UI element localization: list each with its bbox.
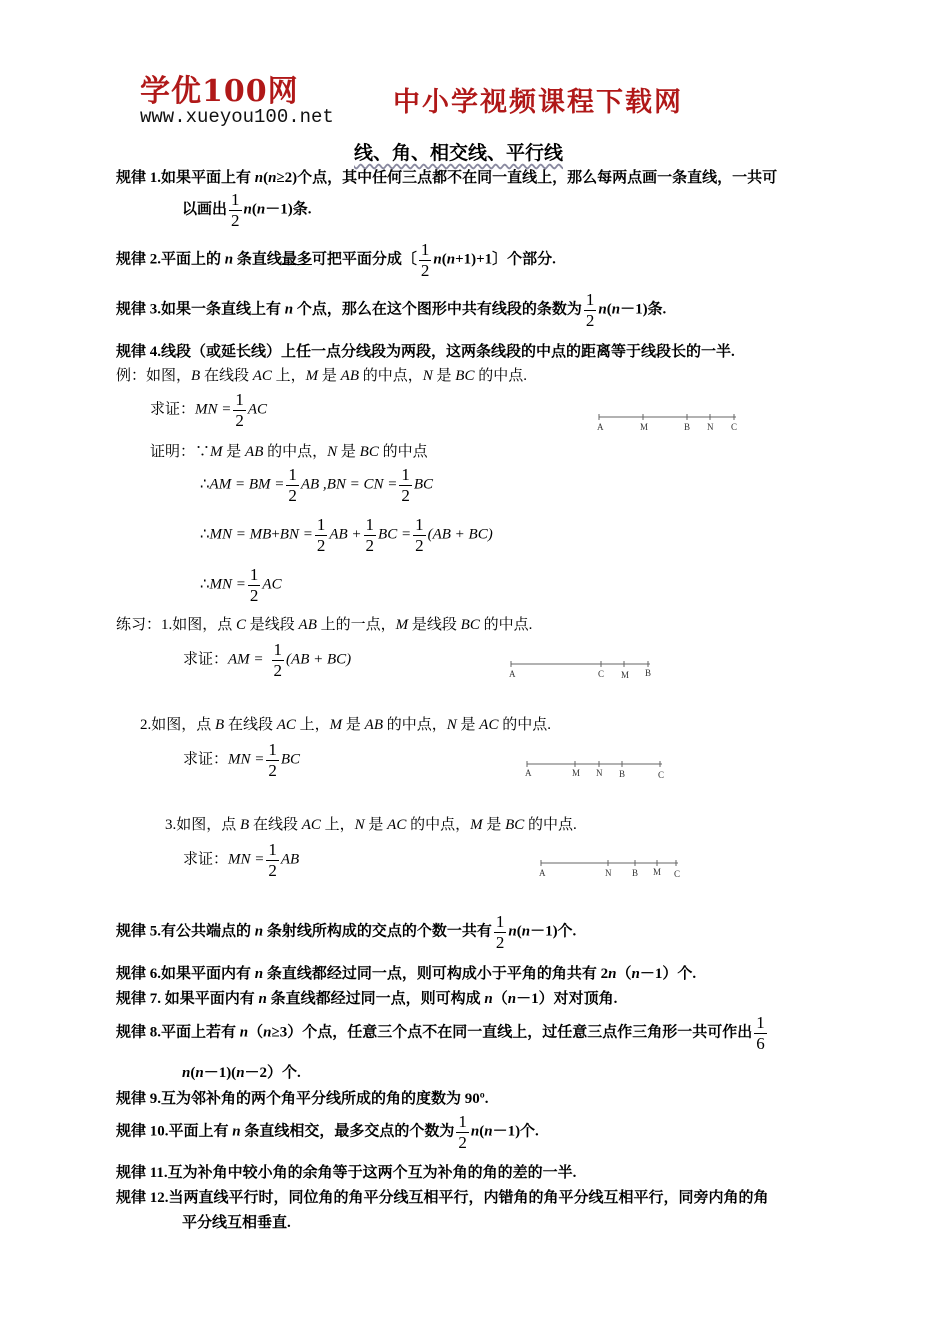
point-label: N — [605, 868, 612, 878]
exercise-3: 3.如图，点 B 在线段 AC 上，N 是 AC 的中点，M 是 BC 的中点. — [165, 817, 577, 833]
rule-2: 规律 2.平面上的 n 条直线最多可把平面分成〔 $\frac{1}{2}$ n(n+1)+1〕个部分. — [116, 240, 556, 280]
point-label: B — [684, 422, 691, 432]
rule-12-line1: 规律 12.当两直线平行时，同位角的角平分线互相平行，内错角的角平分线互相平行，同旁内角的角 — [116, 1190, 769, 1206]
point-label: M — [640, 422, 649, 432]
logo-cn-part: 学优 — [140, 74, 202, 109]
exercise-2-prove: 求证：MN = $\frac{1}{2}$ BC — [183, 740, 301, 780]
fraction-sixth: $\frac{1}{6}$ — [756, 1013, 765, 1053]
point-label: M — [621, 670, 630, 680]
site-logo-text — [140, 66, 299, 110]
fraction-half: $\frac{1}{2}$ — [268, 840, 277, 880]
point-label: M — [653, 867, 662, 877]
point-label: B — [619, 769, 626, 779]
exercise-2-segment-figure — [522, 757, 672, 781]
fraction-half: $\frac{1}{2}$ — [365, 515, 375, 555]
rule-10: 规律 10.平面上有 n 条直线相交，最多交点的个数为 $\frac{1}{2}$ n(n－1)个. — [116, 1112, 539, 1152]
point-label: A — [509, 669, 516, 679]
fraction-half: $\frac{1}{2}$ — [288, 465, 297, 505]
rule-8-line2: n(n－1)(n－2）个. — [182, 1065, 301, 1081]
rule-6: 规律 6.如果平面内有 n 条直线都经过同一点，则可构成小于平角的角共有 2n（n－1）个. — [116, 966, 697, 982]
rule-1-line1: 规律 1.如果平面上有 n(n≥2)个点，其中任何三点都不在同一直线上，那么每两点画一条直线，一共可 — [116, 170, 778, 186]
point-label: C — [658, 770, 665, 780]
fraction-half: $\frac{1}{2}$ — [235, 390, 244, 430]
fraction-half: $\frac{1}{2}$ — [420, 240, 430, 280]
proof-line-1: 证明：∵M 是 AB 的中点，N 是 BC 的中点 — [150, 444, 428, 460]
point-label: A — [539, 868, 546, 878]
rule-5: 规律 5.有公共端点的 n 条射线所构成的交点的个数一共有 $\frac{1}{2}$ n(n－1)个. — [116, 912, 577, 952]
point-label: N — [596, 768, 603, 778]
exercise-3-prove: 求证：MN = $\frac{1}{2}$ AB — [183, 840, 300, 880]
point-label: A — [597, 422, 604, 432]
point-label: A — [525, 768, 532, 778]
fraction-half: $\frac{1}{2}$ — [495, 912, 505, 952]
rule-12-line2: 平分线互相垂直. — [182, 1215, 291, 1231]
example-prove: 求证：MN = $\frac{1}{2}$ AC — [150, 390, 268, 430]
fraction-half: $\frac{1}{2}$ — [231, 190, 240, 230]
example-intro: 例：如图，B 在线段 AC 上，M 是 AB 的中点，N 是 BC 的中点. — [116, 368, 527, 384]
fraction-half: $\frac{1}{2}$ — [268, 740, 277, 780]
point-label: B — [632, 868, 639, 878]
point-label: C — [731, 422, 738, 432]
fraction-half: $\frac{1}{2}$ — [585, 290, 595, 330]
point-label: N — [707, 422, 714, 432]
brand-banner: 中小学视频课程下载网 — [393, 87, 683, 118]
fraction-half: $\frac{1}{2}$ — [401, 465, 410, 505]
exercise-1-segment-figure — [506, 657, 656, 681]
point-label: M — [572, 768, 581, 778]
proof-line-3: ∴MN = MB+BN = $\frac{1}{2}$ AB + $\frac{1}{2}$ BC = $\frac{1}{2}$ (AB + BC) — [200, 515, 493, 555]
rule-7: 规律 7. 如果平面内有 n 条直线都经过同一点，则可构成 n（n－1）对对顶角. — [116, 991, 618, 1007]
logo-url: www.xueyou100.net — [140, 106, 334, 128]
fraction-half: $\frac{1}{2}$ — [316, 515, 326, 555]
rule-4: 规律 4.线段（或延长线）上任一点分线段为两段，这两条线段的中点的距离等于线段长的一半. — [116, 344, 735, 360]
point-label: C — [674, 869, 681, 879]
rule-11: 规律 11.互为补角中较小角的余角等于这两个互为补角的角的差的一半. — [116, 1165, 577, 1181]
exercise-2: 2.如图，点 B 在线段 AC 上，M 是 AB 的中点，N 是 AC 的中点. — [140, 717, 551, 733]
rule-9: 规律 9.互为邻补角的两个角平分线所成的角的度数为 90º. — [116, 1091, 489, 1107]
logo-number: 100 — [202, 74, 268, 109]
point-label: B — [645, 668, 652, 678]
rule-3: 规律 3.如果一条直线上有 n 个点，那么在这个图形中共有线段的条数为 $\frac{1}{2}$ n(n－1)条. — [116, 290, 667, 330]
fraction-half: $\frac{1}{2}$ — [273, 640, 283, 680]
fraction-half: $\frac{1}{2}$ — [458, 1112, 467, 1152]
point-label: C — [598, 669, 605, 679]
logo-wang: 网 — [267, 74, 299, 109]
proof-line-2: ∴AM = BM = $\frac{1}{2}$ AB ,BN = CN = $\frac{1}{2}$ BC — [200, 465, 434, 505]
fraction-half: $\frac{1}{2}$ — [415, 515, 424, 555]
fraction-half: $\frac{1}{2}$ — [249, 565, 259, 605]
example-segment-figure — [594, 410, 744, 434]
exercise-1: 练习：1.如图，点 C 是线段 AB 上的一点，M 是线段 BC 的中点. — [116, 617, 533, 633]
exercise-1-prove: 求证：AM = $\frac{1}{2}$ (AB + BC) — [183, 640, 352, 680]
rule-8-line1: 规律 8.平面上若有 n（n≥3）个点，任意三个点不在同一直线上，过任意三点作三角形一共可作出 $\frac{1}{6}$ — [116, 1013, 765, 1053]
page-title: 线、角、相交线、平行线 — [354, 143, 564, 164]
rule-1-line2: 以画出 $\frac{1}{2}$ n(n－1)条. — [182, 190, 312, 230]
proof-line-4: ∴MN = $\frac{1}{2}$ AC — [200, 565, 282, 605]
exercise-3-segment-figure — [536, 856, 686, 880]
